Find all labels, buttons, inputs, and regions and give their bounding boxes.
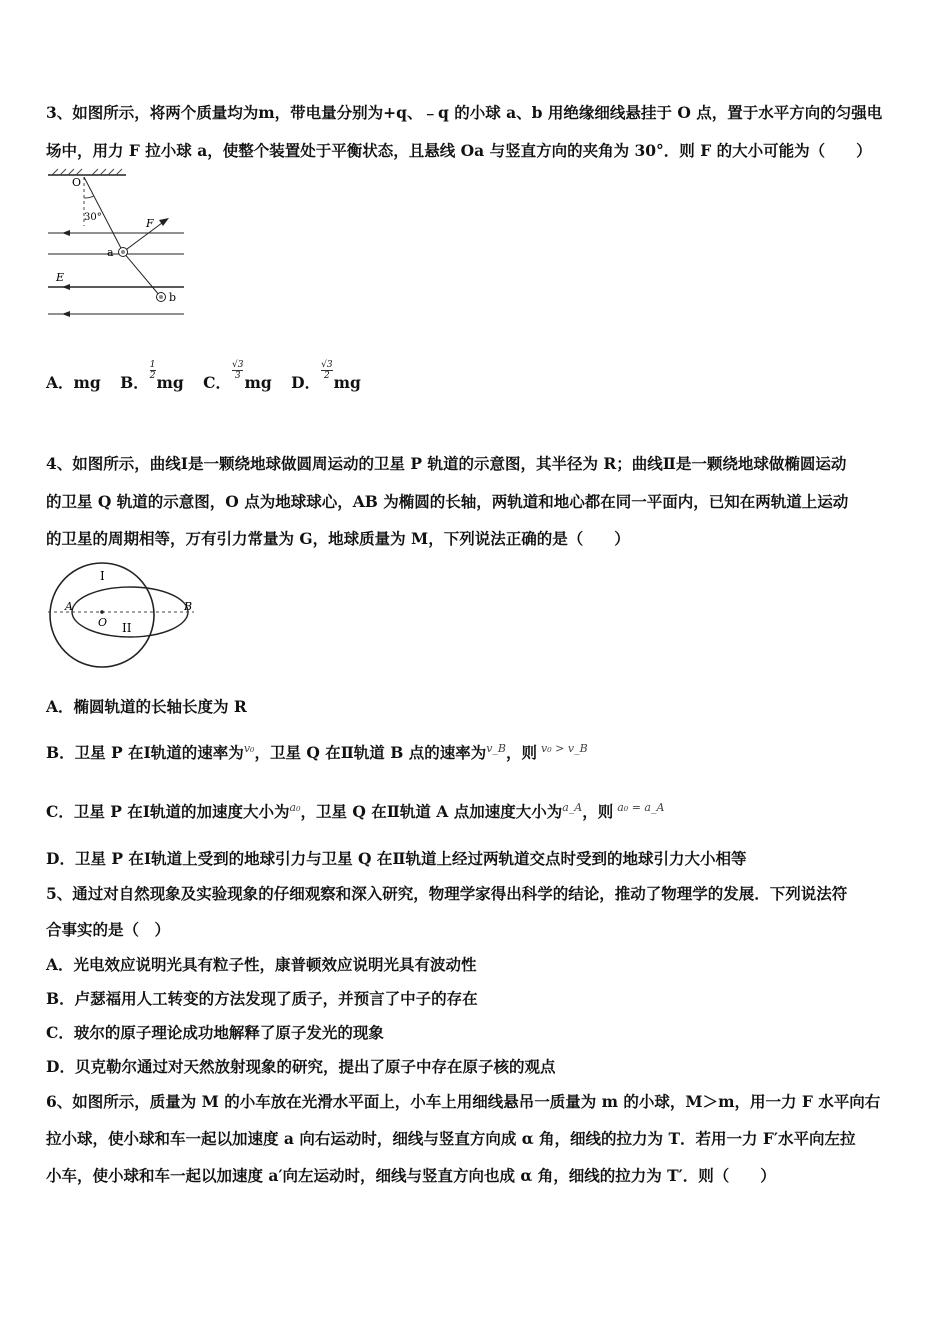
q3-fig-label-angle: 30° xyxy=(84,212,102,223)
q4-option-b-text1: B．卫星 P 在Ⅰ轨道的速率为 xyxy=(46,743,244,762)
q3-option-c-num: √3 xyxy=(232,360,244,370)
q6-stem-line3: 小车，使小球和车一起以加速度 a′向左运动时，细线与竖直方向也成 α 角，细线的拉力为 T′．则（ ） xyxy=(46,1166,776,1185)
q3-option-c-den: 3 xyxy=(232,370,243,381)
q4-option-d[interactable]: D．卫星 P 在Ⅰ轨道上受到的地球引力与卫星 Q 在Ⅱ轨道上经过两轨道交点时受到的地球引力大小相等 xyxy=(46,849,747,868)
q3-options xyxy=(46,360,361,393)
q5-stem-line1: 5、通过对自然现象及实验现象的仔细观察和深入研究，物理学家得出科学的结论，推动了物理学的发展．下列说法符 xyxy=(46,884,848,903)
q4-option-b-text2: ，卫星 Q 在Ⅱ轨道 B 点的速率为 xyxy=(254,743,487,762)
q4-option-c-text2: ，卫星 Q 在Ⅱ轨道 A 点加速度大小为 xyxy=(300,802,563,821)
q3-stem-line1: 3、如图所示，将两个质量均为m，带电量分别为+q、﹣q 的小球 a、b 用绝缘细线悬挂于 O 点，置于水平方向的匀强电 xyxy=(46,103,883,122)
q4-fig-label-O: O xyxy=(98,616,108,629)
q3-fig-label-b: b xyxy=(169,291,177,304)
q4-option-c-text1: C．卫星 P 在Ⅰ轨道的加速度大小为 xyxy=(46,802,290,821)
q3-option-c-fraction xyxy=(232,360,243,381)
q6-stem-line2: 拉小球，使小球和车一起以加速度 a 向右运动时，细线与竖直方向成 α 角，细线的拉力为 T．若用一力 F′水平向左拉 xyxy=(46,1129,856,1148)
q4-stem-line3: 的卫星的周期相等，万有引力常量为 G，地球质量为 M，下列说法正确的是（ ） xyxy=(46,529,630,548)
q4-stem-line1: 4、如图所示，曲线Ⅰ是一颗绕地球做圆周运动的卫星 P 轨道的示意图，其半径为 R；曲线Ⅱ是一颗绕地球做椭圆运动 xyxy=(46,454,847,473)
q3-option-c-prefix: C． xyxy=(203,373,232,392)
q4-option-c-a0: a₀ xyxy=(289,801,301,814)
q4-option-b[interactable] xyxy=(46,741,588,763)
q4-option-c[interactable] xyxy=(46,800,664,822)
q4-option-c-relation: a₀ = a_A xyxy=(617,801,665,814)
q3-option-b[interactable] xyxy=(120,360,189,392)
q3-fig-label-a: a xyxy=(107,246,114,259)
q5-stem-line2: 合事实的是（ ） xyxy=(46,920,171,939)
q3-option-d-prefix: D． xyxy=(291,373,321,392)
q5-option-d[interactable]: D．贝克勒尔通过对天然放射现象的研究，提出了原子中存在原子核的观点 xyxy=(46,1057,556,1076)
q3-option-b-den: 2 xyxy=(149,371,156,381)
q4-option-c-text3: ，则 xyxy=(582,802,614,821)
q3-option-d-num: √3 xyxy=(321,360,333,370)
q4-option-b-v0: v₀ xyxy=(243,742,255,755)
q3-option-b-num: 1 xyxy=(149,360,156,370)
q3-option-d-fraction xyxy=(321,360,332,381)
q3-option-c-suffix: mg xyxy=(244,373,272,392)
q3-fig-label-F: F xyxy=(146,217,154,230)
q4-option-b-vb: v_B xyxy=(486,742,507,755)
q4-option-b-text3: ，则 xyxy=(506,743,538,762)
q3-stem-line2: 场中，用力 F 拉小球 a，使整个装置处于平衡状态，且悬线 Oa 与竖直方向的夹角为 30°．则 F 的大小可能为（ ） xyxy=(46,141,872,160)
q5-option-a[interactable]: A．光电效应说明光具有粒子性，康普顿效应说明光具有波动性 xyxy=(46,955,477,974)
q4-fig-label-B: B xyxy=(184,600,193,613)
q5-option-c[interactable]: C．玻尔的原子理论成功地解释了原子发光的现象 xyxy=(46,1023,384,1042)
q3-fig-label-E: E xyxy=(56,271,65,284)
q3-option-b-prefix: B． xyxy=(120,373,149,392)
q3-option-a[interactable]: A．mg xyxy=(46,373,101,392)
q4-fig-label-A: A xyxy=(65,600,73,613)
q3-option-b-suffix: mg xyxy=(156,373,184,392)
q3-option-b-fraction xyxy=(150,360,156,381)
q4-figure xyxy=(44,560,204,672)
q3-figure xyxy=(44,168,189,318)
q4-fig-label-I: I xyxy=(100,569,105,583)
q4-stem-line2: 的卫星 Q 轨道的示意图，O 点为地球球心，AB 为椭圆的长轴，两轨道和地心都在同一平面内，已知在两轨道上运动 xyxy=(46,492,849,511)
q3-option-d[interactable] xyxy=(291,360,361,392)
q6-stem-line1: 6、如图所示，质量为 M 的小车放在光滑水平面上，小车上用细线悬吊一质量为 m 的小球，M＞m，用一力 F 水平向右 xyxy=(46,1092,881,1111)
q4-option-c-aa: a_A xyxy=(562,801,583,814)
q3-fig-label-O: O xyxy=(72,176,82,189)
q3-option-c[interactable] xyxy=(203,360,277,392)
q3-option-d-den: 2 xyxy=(321,370,332,381)
q4-option-b-relation: v₀ > v_B xyxy=(541,742,588,755)
q4-fig-label-II: II xyxy=(122,621,132,635)
q3-option-d-suffix: mg xyxy=(333,373,361,392)
q4-option-a[interactable]: A．椭圆轨道的长轴长度为 R xyxy=(46,697,247,716)
q5-option-b[interactable]: B．卢瑟福用人工转变的方法发现了质子，并预言了中子的存在 xyxy=(46,989,478,1008)
